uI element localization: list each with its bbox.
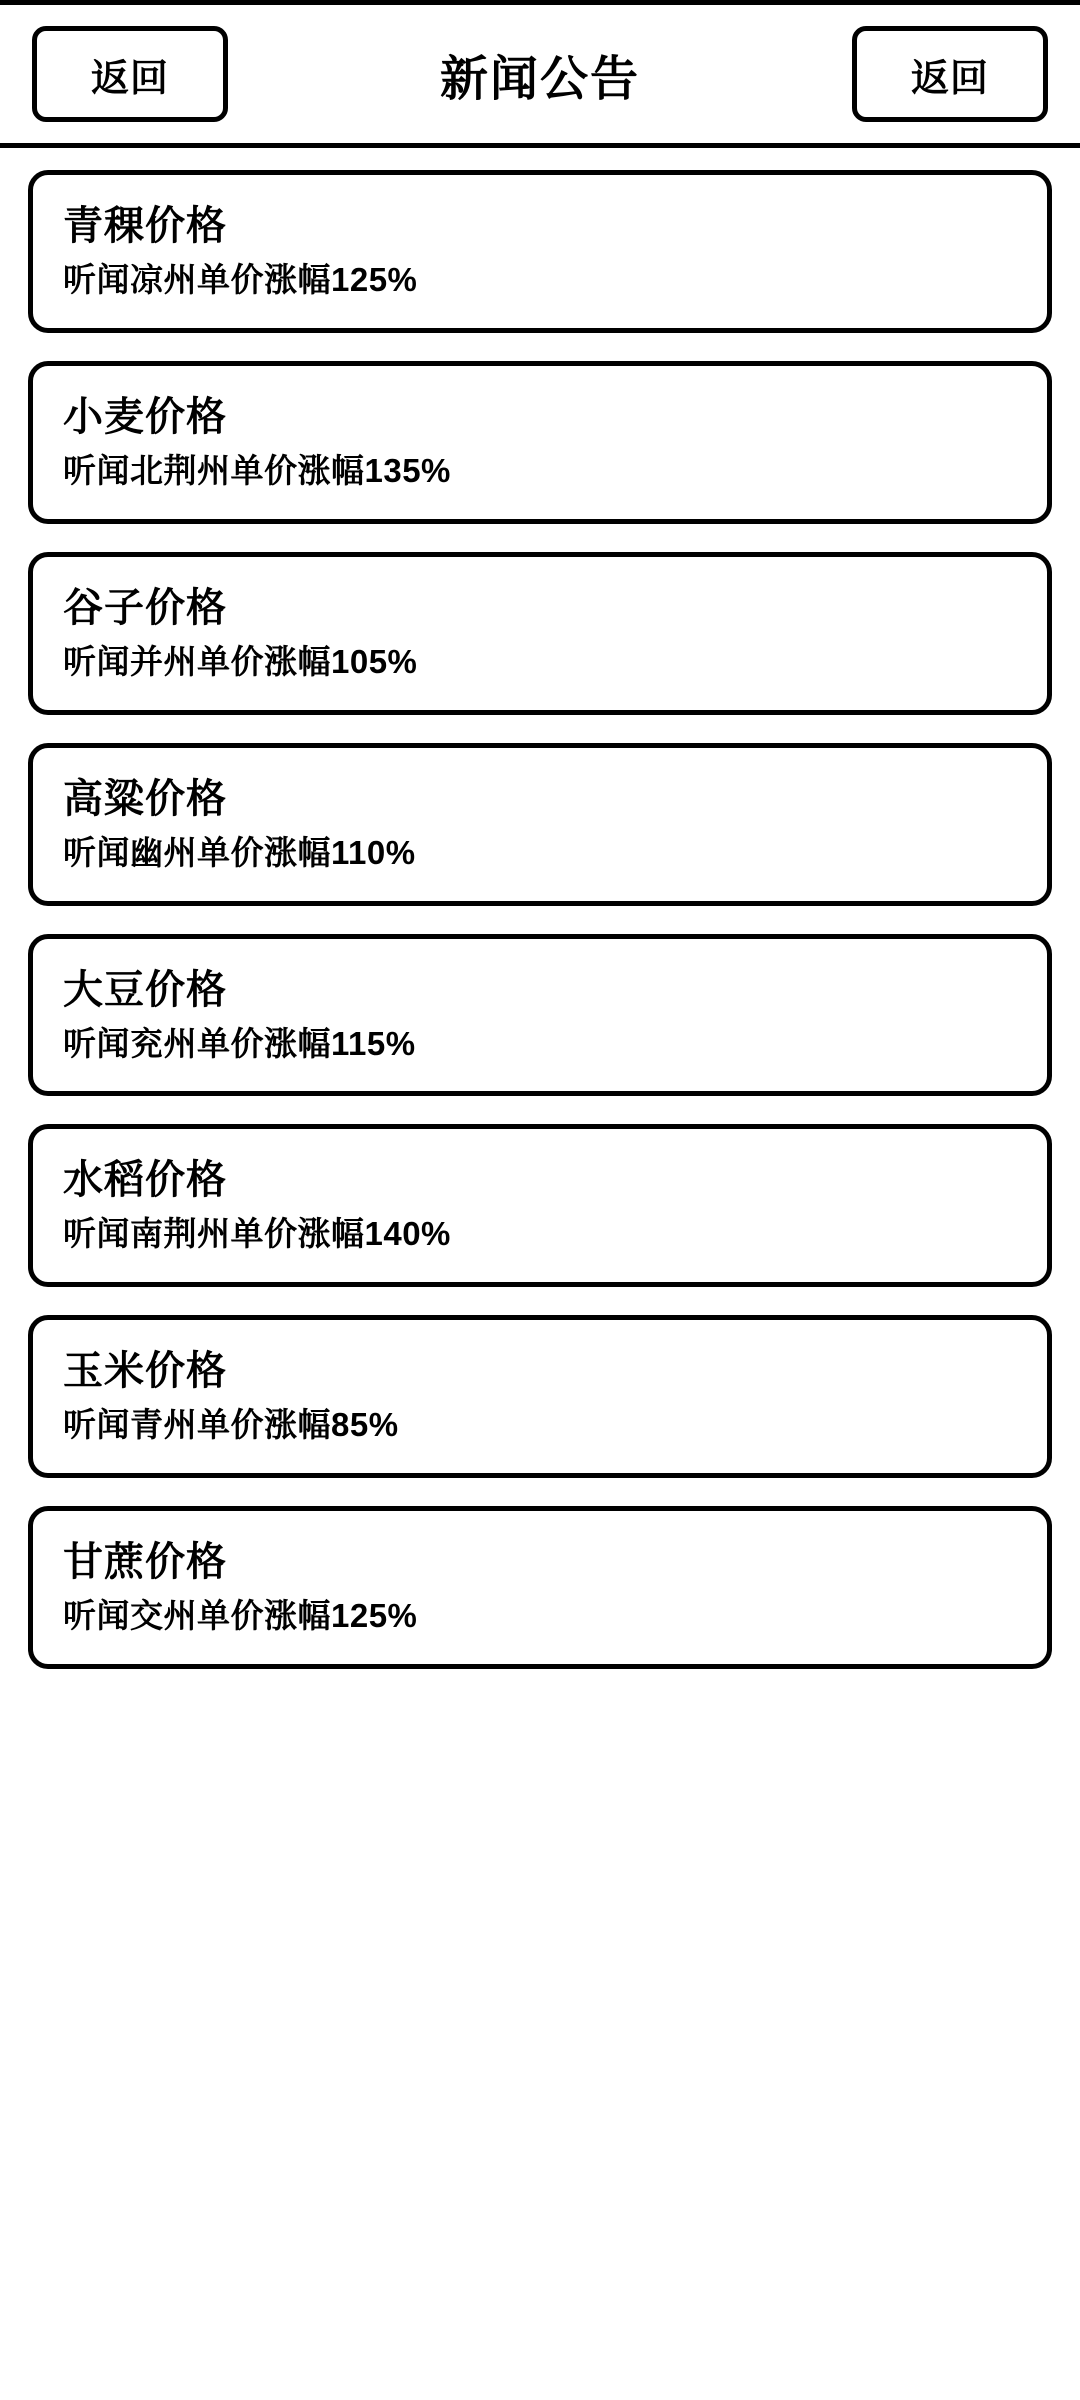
list-item[interactable] xyxy=(28,1315,1052,1478)
news-item-title: 谷子价格 xyxy=(63,585,227,630)
news-item-title: 大豆价格 xyxy=(63,967,227,1012)
news-item-title: 玉米价格 xyxy=(63,1349,227,1394)
news-item-title: 小麦价格 xyxy=(63,394,227,439)
news-item-description: 听闻兖州单价涨幅115% xyxy=(63,1024,416,1062)
list-item[interactable] xyxy=(28,743,1052,906)
news-item-title: 青稞价格 xyxy=(63,204,227,248)
list-item[interactable] xyxy=(28,552,1052,715)
news-list xyxy=(0,148,1080,1669)
news-item-description: 听闻北荆州单价涨幅135% xyxy=(63,451,451,489)
news-item-description: 听闻青州单价涨幅85% xyxy=(63,1406,399,1444)
news-item-description: 听闻凉州单价涨幅125% xyxy=(63,261,418,298)
list-item[interactable] xyxy=(28,1124,1052,1287)
list-item[interactable] xyxy=(28,170,1052,333)
list-item[interactable] xyxy=(28,1506,1052,1669)
back-button-right-label: 返回 xyxy=(910,57,989,100)
back-button-left-label: 返回 xyxy=(90,57,169,100)
list-item[interactable] xyxy=(28,361,1052,524)
news-item-description: 听闻南荆州单价涨幅140% xyxy=(63,1215,451,1253)
news-item-title: 水稻价格 xyxy=(63,1158,227,1203)
news-item-title: 甘蔗价格 xyxy=(63,1540,227,1585)
news-item-description: 听闻幽州单价涨幅110% xyxy=(63,833,416,871)
back-button-right[interactable] xyxy=(852,26,1048,122)
news-item-description: 听闻并州单价涨幅105% xyxy=(63,642,418,680)
list-item[interactable] xyxy=(28,934,1052,1097)
header-bar xyxy=(0,0,1080,148)
back-button-left[interactable] xyxy=(32,26,228,122)
page-title: 新闻公告 xyxy=(439,52,640,106)
news-item-title: 高粱价格 xyxy=(63,776,227,821)
news-item-description: 听闻交州单价涨幅125% xyxy=(63,1597,418,1635)
